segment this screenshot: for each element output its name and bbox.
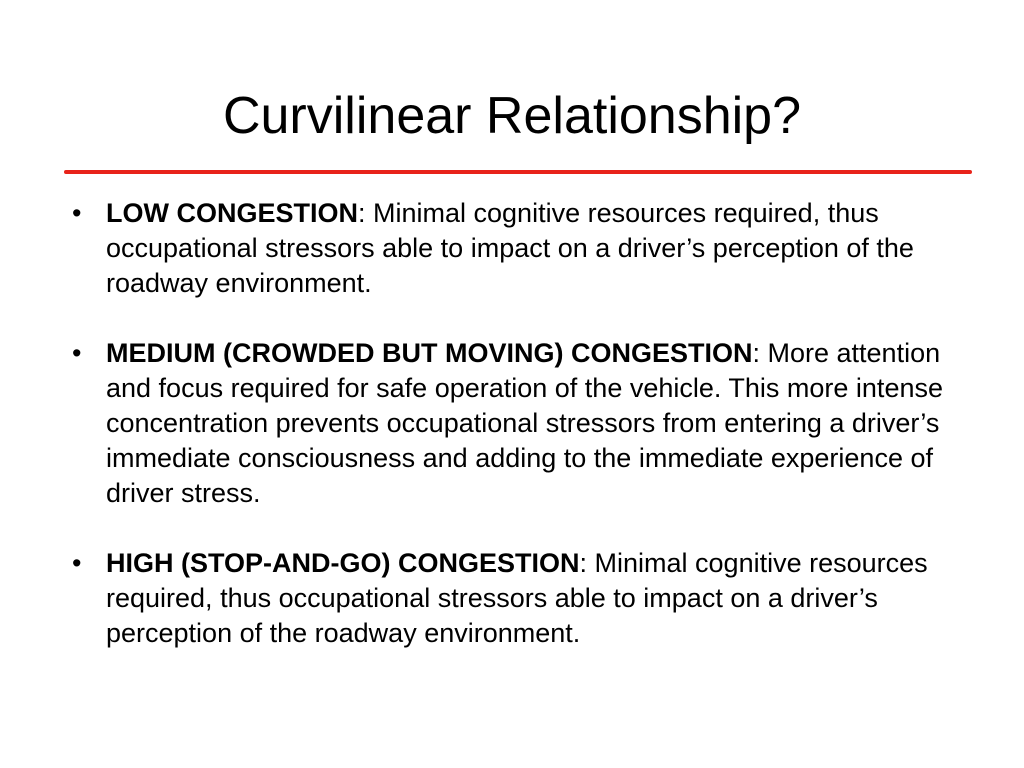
bullet-dot-icon: • xyxy=(72,198,82,228)
bullet-heading: MEDIUM (CROWDED BUT MOVING) CONGESTION xyxy=(106,338,753,368)
bullet-dot-icon: • xyxy=(72,338,82,368)
bullet-separator: : xyxy=(752,338,760,368)
bullet-separator: : xyxy=(358,198,366,228)
slide-title: Curvilinear Relationship? xyxy=(222,87,802,145)
bullet-text: Minimal cognitive resources required, thus occupational stressors able to impact on a driver’s perception of the roadway environment. xyxy=(106,198,914,298)
bullet-item-high-congestion xyxy=(70,546,960,651)
bullet-heading: HIGH (STOP-AND-GO) CONGESTION xyxy=(106,548,580,578)
bullet-separator: : xyxy=(579,548,588,578)
bullet-list xyxy=(70,196,960,686)
bullet-dot-icon: • xyxy=(72,548,82,578)
bullet-heading: LOW CONGESTION xyxy=(106,198,358,228)
bullet-text: More attention and focus required for safe operation of the vehicle. This more intense concentration prevents occupational stressors from entering a driver’s immediate consciousness and adding to the immediate experience of driver stress. xyxy=(106,338,943,508)
title-divider xyxy=(64,170,972,174)
bullet-item-low-congestion xyxy=(70,196,960,301)
bullet-text: Minimal cognitive resources required, thus occupational stressors able to impact on a driver’s perception of the roadway environment. xyxy=(106,548,928,648)
bullet-item-medium-congestion xyxy=(70,336,960,511)
